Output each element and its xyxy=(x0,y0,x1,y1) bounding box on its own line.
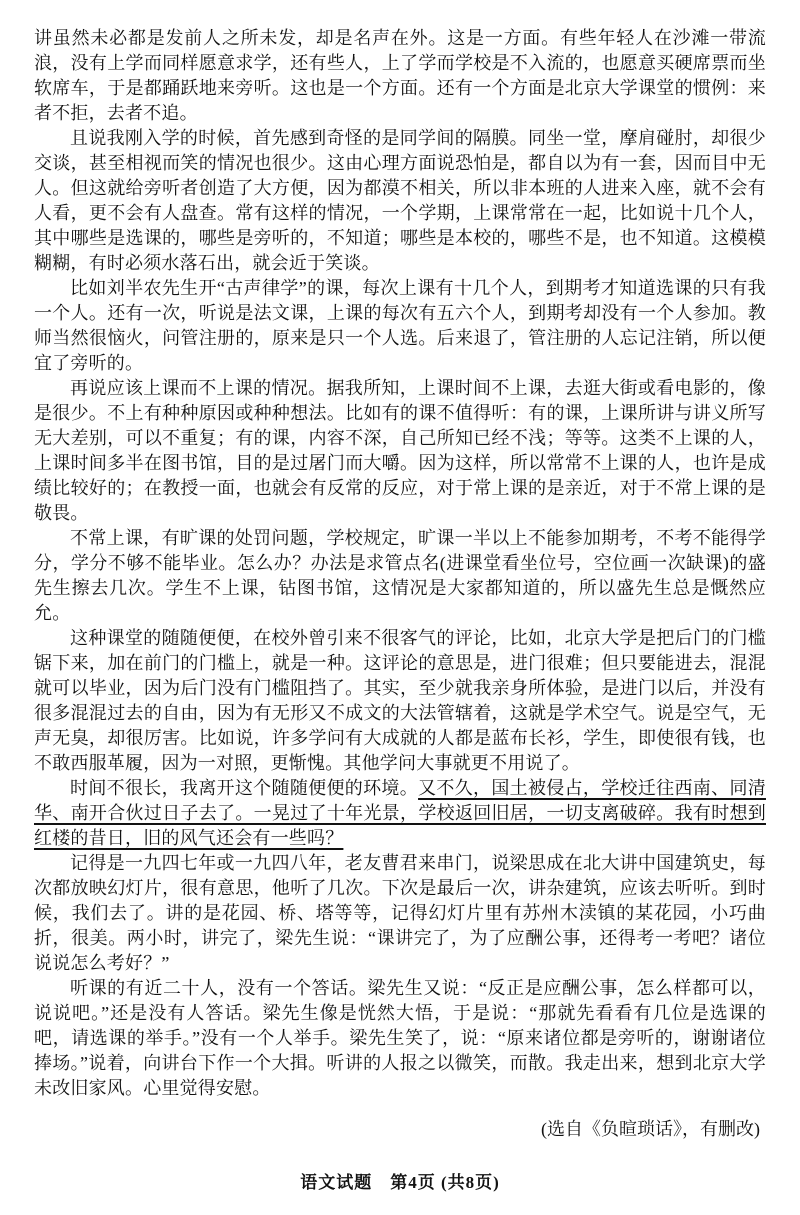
text-segment: 不常上课，有旷课的处罚问题，学校规定，旷课一半以上不能参加期考，不考不能得学分，学分不够不能毕业。怎么办？办法是求管点名(进课堂看坐位号，空位画一次缺课)的盛先生擦去几次。学生不上课，钻图书馆，这情况是大家都知道的，所以盛先生总是慨然应允。 xyxy=(34,528,766,623)
underlined-text: 又不久，国土被侵占，学校迁往西南、同清华、南开合伙过日子去了。一晃过了十年光景，学校返回旧居，一切支离破碎。我有时想到红楼的昔日，旧的风气还会有一些吗？ xyxy=(34,778,766,848)
paragraph xyxy=(34,976,766,1101)
text-segment: 听课的有近二十人，没有一个答话。梁先生又说：“反正是应酬公事，怎么样都可以，说说吧。”还是没有人答话。梁先生像是恍然大悟，于是说：“那就先看看有几位是选课的吧，请选课的举手。”没有一个人举手。梁先生笑了，说：“原来诸位都是旁听的，谢谢诸位捧场。”说着，向讲台下作一个大揖。听讲的人报之以微笑，而散。我走出来，想到北京大学未改旧家风。心里觉得安慰。 xyxy=(34,978,766,1098)
paragraph xyxy=(34,376,766,526)
text-segment: 记得是一九四七年或一九四八年，老友曹君来串门，说梁思成在北大讲中国建筑史，每次都放映幻灯片，很有意思，他听了几次。下次是最后一次，讲杂建筑，应该去听听。到时候，我们去了。讲的是花园、桥、塔等等，记得幻灯片里有苏州木渎镇的某花园，小巧曲折，很美。两小时，讲完了，梁先生说：“课讲完了，为了应酬公事，还得考一考吧？诸位说说怎么考好？” xyxy=(34,853,766,973)
text-segment: 这种课堂的随随便便，在校外曾引来不很客气的评论，比如，北京大学是把后门的门槛锯下来，加在前门的门槛上，就是一种。这评论的意思是，进门很难；但只要能进去，混混就可以毕业，因为后门没有门槛阻挡了。其实，至少就我亲身所体验，是进门以后，并没有很多混混过去的自由，因为有无形又不成文的大法管辖着，这就是学术空气。说是空气，无声无臭，却很厉害。比如说，许多学问有大成就的人都是蓝布长衫，学生，即使很有钱，也不敢西服革履，因为一对照，更惭愧。其他学问大事就更不用说了。 xyxy=(34,628,766,773)
paragraph xyxy=(34,276,766,376)
page-footer: 语文试题 第4页 (共8页) xyxy=(300,1173,500,1192)
reading-passage xyxy=(34,26,766,1101)
paragraph xyxy=(34,776,766,851)
text-segment: 比如刘半农先生开“古声律学”的课，每次上课有十几个人，到期考才知道选课的只有我一个人。还有一次，听说是法文课，上课的每次有五六个人，到期考却没有一个人参加。教师当然很恼火，问管注册的，原来是只一个人选。后来退了，管注册的人忘记注销，所以便宜了旁听的。 xyxy=(34,278,766,373)
paragraph xyxy=(34,526,766,626)
source-attribution: (选自《负暄琐话》，有删改) xyxy=(541,1119,760,1139)
paragraph xyxy=(34,626,766,776)
text-segment: 时间不很长，我离开这个随随便便的环境。 xyxy=(70,778,419,798)
paragraph xyxy=(34,851,766,976)
paragraph xyxy=(34,126,766,276)
paragraph xyxy=(34,26,766,126)
text-segment: 且说我刚入学的时候，首先感到奇怪的是同学间的隔膜。同坐一堂，摩肩碰肘，却很少交谈，甚至相视而笑的情况也很少。这由心理方面说恐怕是，都自以为有一套，因而目中无人。但这就给旁听者创造了大方便，因为都漠不相关，所以非本班的人进来入座，就不会有人看，更不会有人盘查。常有这样的情况，一个学期，上课常常在一起，比如说十几个人，其中哪些是选课的，哪些是旁听的，不知道；哪些是本校的，哪些不是，也不知道。这模模糊糊，有时必须水落石出，就会近于笑谈。 xyxy=(34,128,766,273)
text-segment: 再说应该上课而不上课的情况。据我所知，上课时间不上课，去逛大街或看电影的，像是很少。不上有种种原因或种种想法。比如有的课不值得听：有的课，上课所讲与讲义所写无大差别，可以不重复；有的课，内容不深，自己所知已经不浅；等等。这类不上课的人，上课时间多半在图书馆，目的是过屠门而大嚼。因为这样，所以常常不上课的人，也许是成绩比较好的；在教授一面，也就会有反常的反应，对于常上课的是亲近，对于不常上课的是敬畏。 xyxy=(34,378,766,523)
text-segment: 讲虽然未必都是发前人之所未发，却是名声在外。这是一方面。有些年轻人在沙滩一带流浪，没有上学而同样愿意求学，还有些人，上了学而学校是不入流的，也愿意买硬席票而坐软席车，于是都踊跃地来旁听。这也是一个方面。还有一个方面是北京大学课堂的惯例：来者不拒，去者不追。 xyxy=(34,28,766,123)
